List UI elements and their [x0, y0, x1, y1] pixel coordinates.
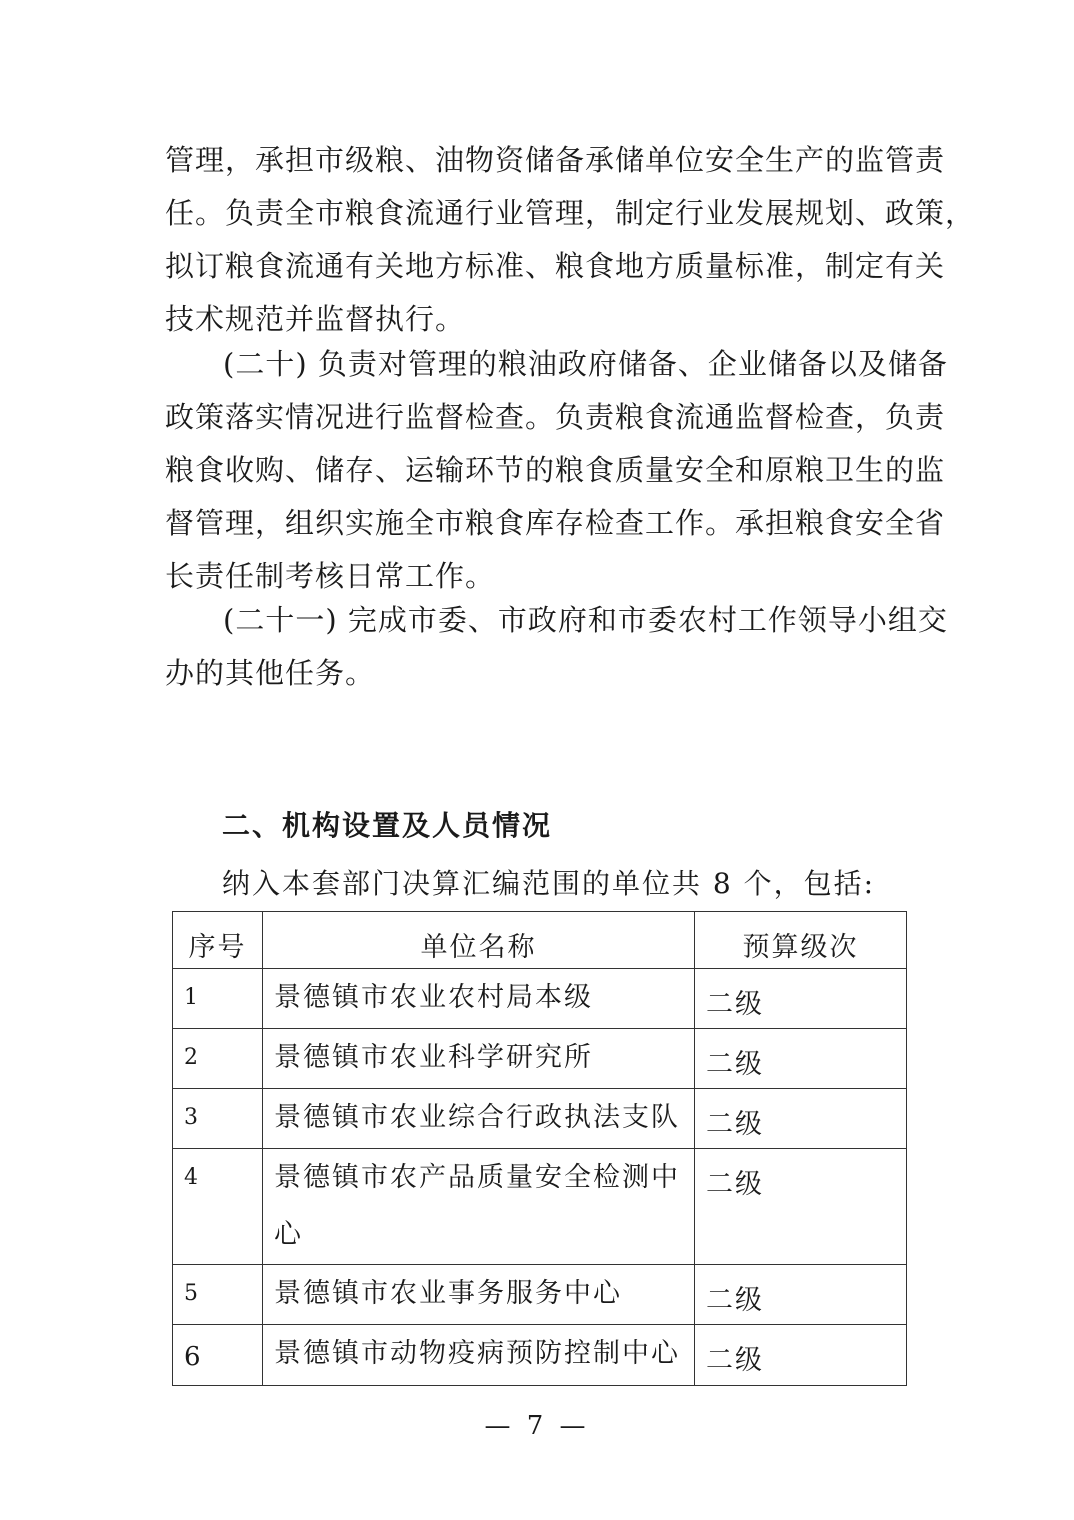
unit-name-line: 景德镇市农业科学研究所	[274, 1042, 593, 1073]
unit-name	[263, 1029, 695, 1089]
paragraph-line: 任。负责全市粮食流通行业管理，制定行业发展规划、政策，	[165, 196, 976, 230]
page-number: — 7 —	[484, 1411, 590, 1441]
paragraph-line: 拟订粮食流通有关地方标准、粮食地方质量标准，制定有关	[165, 249, 946, 283]
section-intro: 纳入本套部门决算汇编范围的单位共 8 个，包括:	[222, 867, 876, 900]
row-number: 3	[173, 1089, 263, 1149]
row-number: 6	[173, 1325, 263, 1386]
unit-name-line: 心	[274, 1219, 303, 1250]
budget-level: 二级	[695, 1089, 907, 1149]
unit-name-line: 景德镇市农业农村局本级	[274, 982, 593, 1013]
paragraph-line: (二十一) 完成市委、市政府和市委农村工作领导小组交	[223, 603, 948, 637]
column-header-unit-name: 单位名称	[263, 912, 695, 969]
budget-level: 二级	[695, 1265, 907, 1325]
table-row	[173, 1149, 907, 1265]
unit-name-line: 景德镇市农业事务服务中心	[274, 1278, 622, 1309]
paragraph-line: 技术规范并监督执行。	[165, 302, 466, 336]
paragraph-line: 长责任制考核日常工作。	[165, 559, 496, 593]
row-number: 2	[173, 1029, 263, 1089]
unit-name	[263, 1149, 695, 1265]
row-number: 1	[173, 969, 263, 1029]
budget-level: 二级	[695, 1325, 907, 1386]
table-header-row	[173, 912, 907, 969]
budget-level: 二级	[695, 969, 907, 1029]
table-row	[173, 1089, 907, 1149]
paragraph-line: 粮食收购、储存、运输环节的粮食质量安全和原粮卫生的监	[165, 453, 946, 487]
paragraph-line: 办的其他任务。	[165, 656, 376, 690]
unit-name-line: 景德镇市动物疫病预防控制中心	[274, 1338, 680, 1369]
paragraph-line: 政策落实情况进行监督检查。负责粮食流通监督检查，负责	[165, 400, 946, 434]
paragraph-grain-management	[165, 134, 976, 346]
unit-name-line: 景德镇市农业综合行政执法支队	[274, 1102, 680, 1133]
table-row	[173, 1265, 907, 1325]
unit-name	[263, 969, 695, 1029]
paragraph-item-twenty	[165, 338, 948, 603]
unit-name	[263, 1265, 695, 1325]
paragraph-line: (二十) 负责对管理的粮油政府储备、企业储备以及储备	[223, 347, 948, 381]
row-number: 5	[173, 1265, 263, 1325]
unit-name	[263, 1325, 695, 1386]
row-number: 4	[173, 1149, 263, 1265]
unit-name	[263, 1089, 695, 1149]
paragraph-line: 督管理，组织实施全市粮食库存检查工作。承担粮食安全省	[165, 506, 946, 540]
column-header-budget-level: 预算级次	[695, 912, 907, 969]
unit-name-line: 景德镇市农产品质量安全检测中	[274, 1162, 680, 1193]
table-row	[173, 1325, 907, 1386]
budget-level: 二级	[695, 1149, 907, 1265]
table-row	[173, 1029, 907, 1089]
paragraph-line: 管理，承担市级粮、油物资储备承储单位安全生产的监管责	[165, 143, 946, 177]
column-header-number: 序号	[173, 912, 263, 969]
section-heading: 二、机构设置及人员情况	[222, 809, 553, 842]
paragraph-item-twenty-one	[165, 594, 948, 700]
units-table	[172, 911, 907, 1386]
budget-level: 二级	[695, 1029, 907, 1089]
table-row	[173, 969, 907, 1029]
